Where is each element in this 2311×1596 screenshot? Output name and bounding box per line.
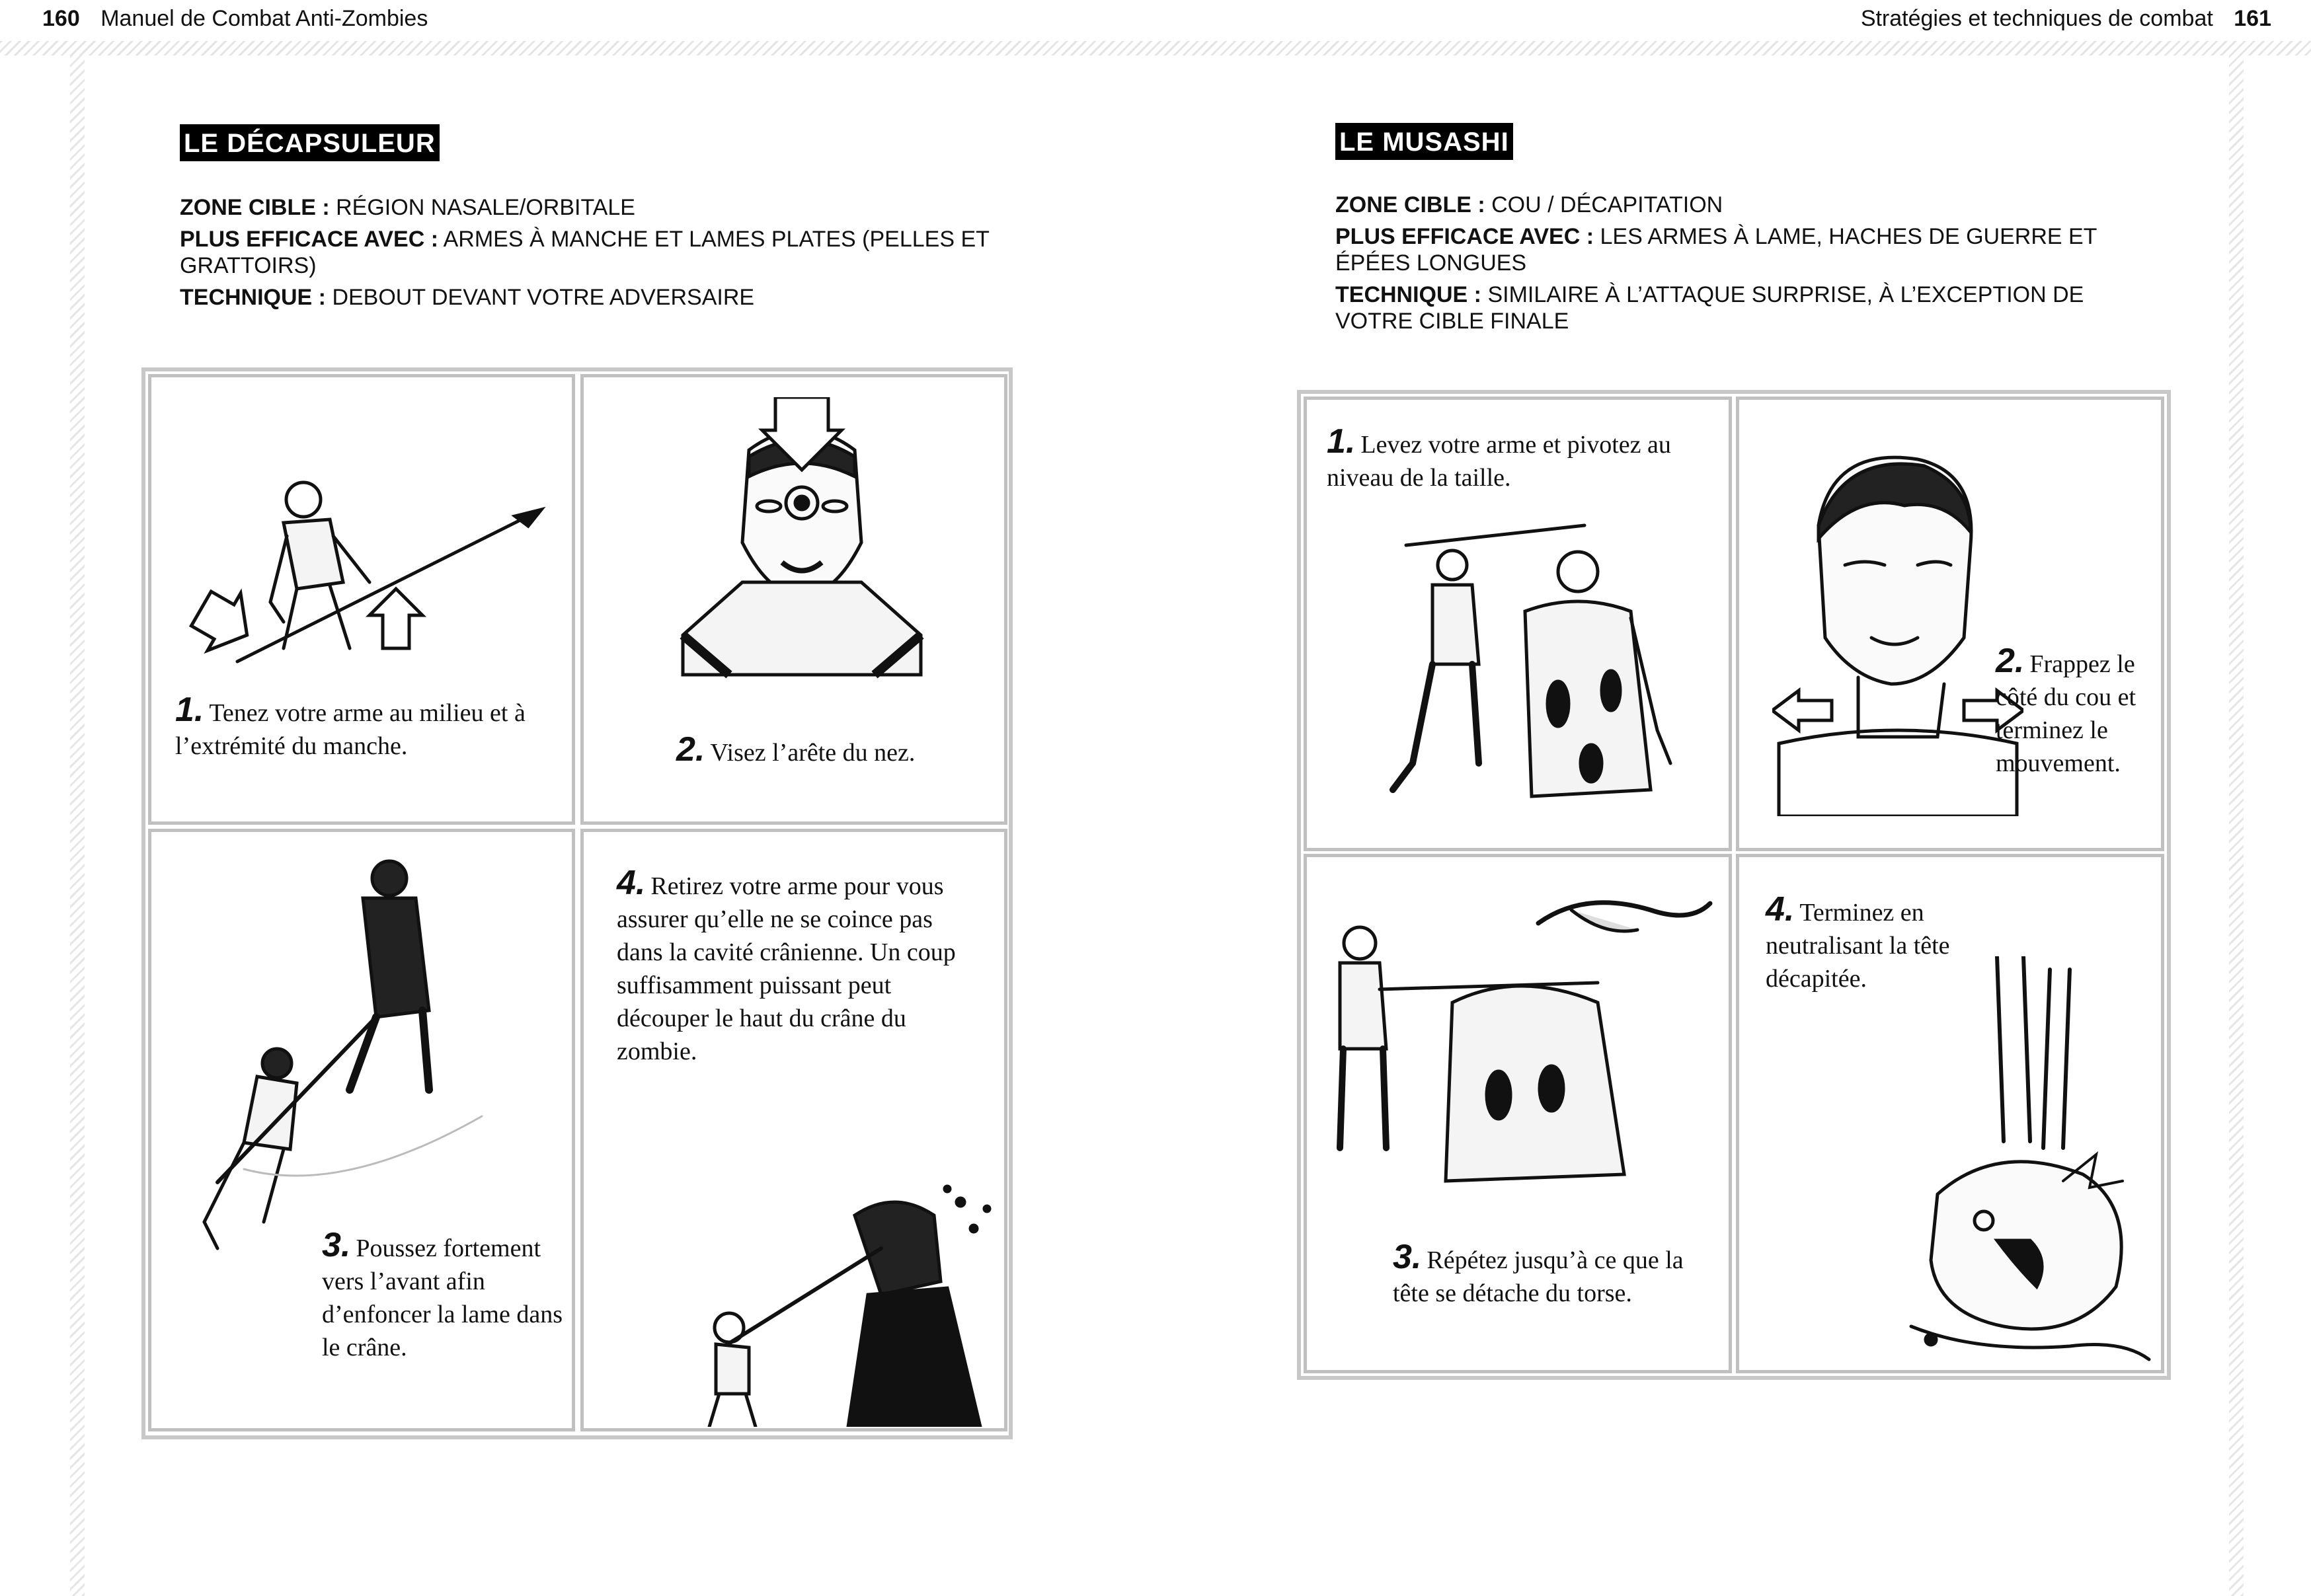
- left-header: [42, 4, 428, 33]
- left-panel-2-caption: 2. Visez l’arête du nez.: [676, 730, 916, 769]
- header-hatch-divider: [0, 41, 2311, 56]
- left-panel-3: [148, 829, 575, 1431]
- right-panel-3-caption: 3. Répétez jusqu’à ce que la tête se détache du torse.: [1393, 1238, 1684, 1307]
- sword-raise-illustration: [1366, 512, 1710, 843]
- right-panel-2-caption: 2. Frappez le côté du cou et terminez le mouvement.: [1996, 642, 2136, 777]
- left-effective-with: PLUS EFFICACE AVEC : ARMES À MANCHE ET LAMES PLATES (PELLES ET GRATTOIRS): [180, 227, 990, 278]
- left-panel-3-caption: 3. Poussez fortement vers l’avant afin d’enfoncer la lame dans le crâne.: [322, 1226, 563, 1361]
- zombie-head-target-illustration: [670, 397, 934, 681]
- left-panel-2: [580, 374, 1007, 825]
- running-header: [0, 0, 2311, 38]
- left-panel-1-caption: 1. Tenez votre arme au milieu et à l’extrémité du manche.: [175, 691, 526, 760]
- left-panel-1: [148, 374, 575, 825]
- spear-holder-illustration: [171, 450, 568, 688]
- right-panel-4: [1736, 854, 2164, 1373]
- left-running-title: Manuel de Combat Anti-Zombies: [100, 6, 428, 31]
- right-running-title: Stratégies et techniques de combat: [1860, 6, 2213, 31]
- right-page-number: 161: [2234, 6, 2271, 31]
- left-target-zone: ZONE CIBLE : RÉGION NASALE/ORBITALE: [180, 195, 635, 220]
- right-panel-3: [1304, 854, 1732, 1373]
- severed-head-illustration: [1898, 956, 2156, 1366]
- left-technique: TECHNIQUE : DEBOUT DEVANT VOTRE ADVERSAIRE: [180, 285, 755, 310]
- right-section-title: LE MUSASHI: [1335, 123, 1513, 160]
- right-margin-hatch: [2229, 56, 2244, 1596]
- right-panel-1: [1304, 397, 1732, 851]
- right-panel-1-caption: 1. Levez votre arme et pivotez au niveau de la taille.: [1327, 422, 1671, 492]
- right-technique: TECHNIQUE : SIMILAIRE À L’ATTAQUE SURPRISE, À L’EXCEPTION DE VOTRE CIBLE FINALE: [1335, 282, 2084, 334]
- right-panel-2: [1736, 397, 2164, 851]
- right-effective-with: PLUS EFFICACE AVEC : LES ARMES À LAME, HACHES DE GUERRE ET ÉPÉES LONGUES: [1335, 224, 2097, 276]
- left-technique-intro: [180, 124, 993, 316]
- left-margin-hatch: [70, 56, 85, 1596]
- spear-thrust-illustration: [178, 852, 548, 1275]
- right-target-zone: ZONE CIBLE : COU / DÉCAPITATION: [1335, 192, 1723, 217]
- skull-strike-illustration: [683, 1176, 1000, 1427]
- right-panel-4-caption: 4. Terminez en neutralisant la tête décapitée.: [1766, 890, 1950, 993]
- decapitation-illustration: [1320, 884, 1723, 1201]
- zombie-neck-target-illustration: [1772, 433, 2023, 816]
- left-panel-4-caption: 4. Retirez votre arme pour vous assurer qu’elle ne se coince pas dans la cavité crânienne. Un coup suffisamment puissant peut découper le haut du crâne du zombie.: [617, 864, 956, 1065]
- left-panel-4: [580, 829, 1007, 1431]
- right-technique-intro: [1335, 123, 2155, 340]
- right-header: [1861, 4, 2271, 33]
- left-section-title: LE DÉCAPSULEUR: [180, 124, 440, 161]
- left-page-number: 160: [42, 6, 80, 31]
